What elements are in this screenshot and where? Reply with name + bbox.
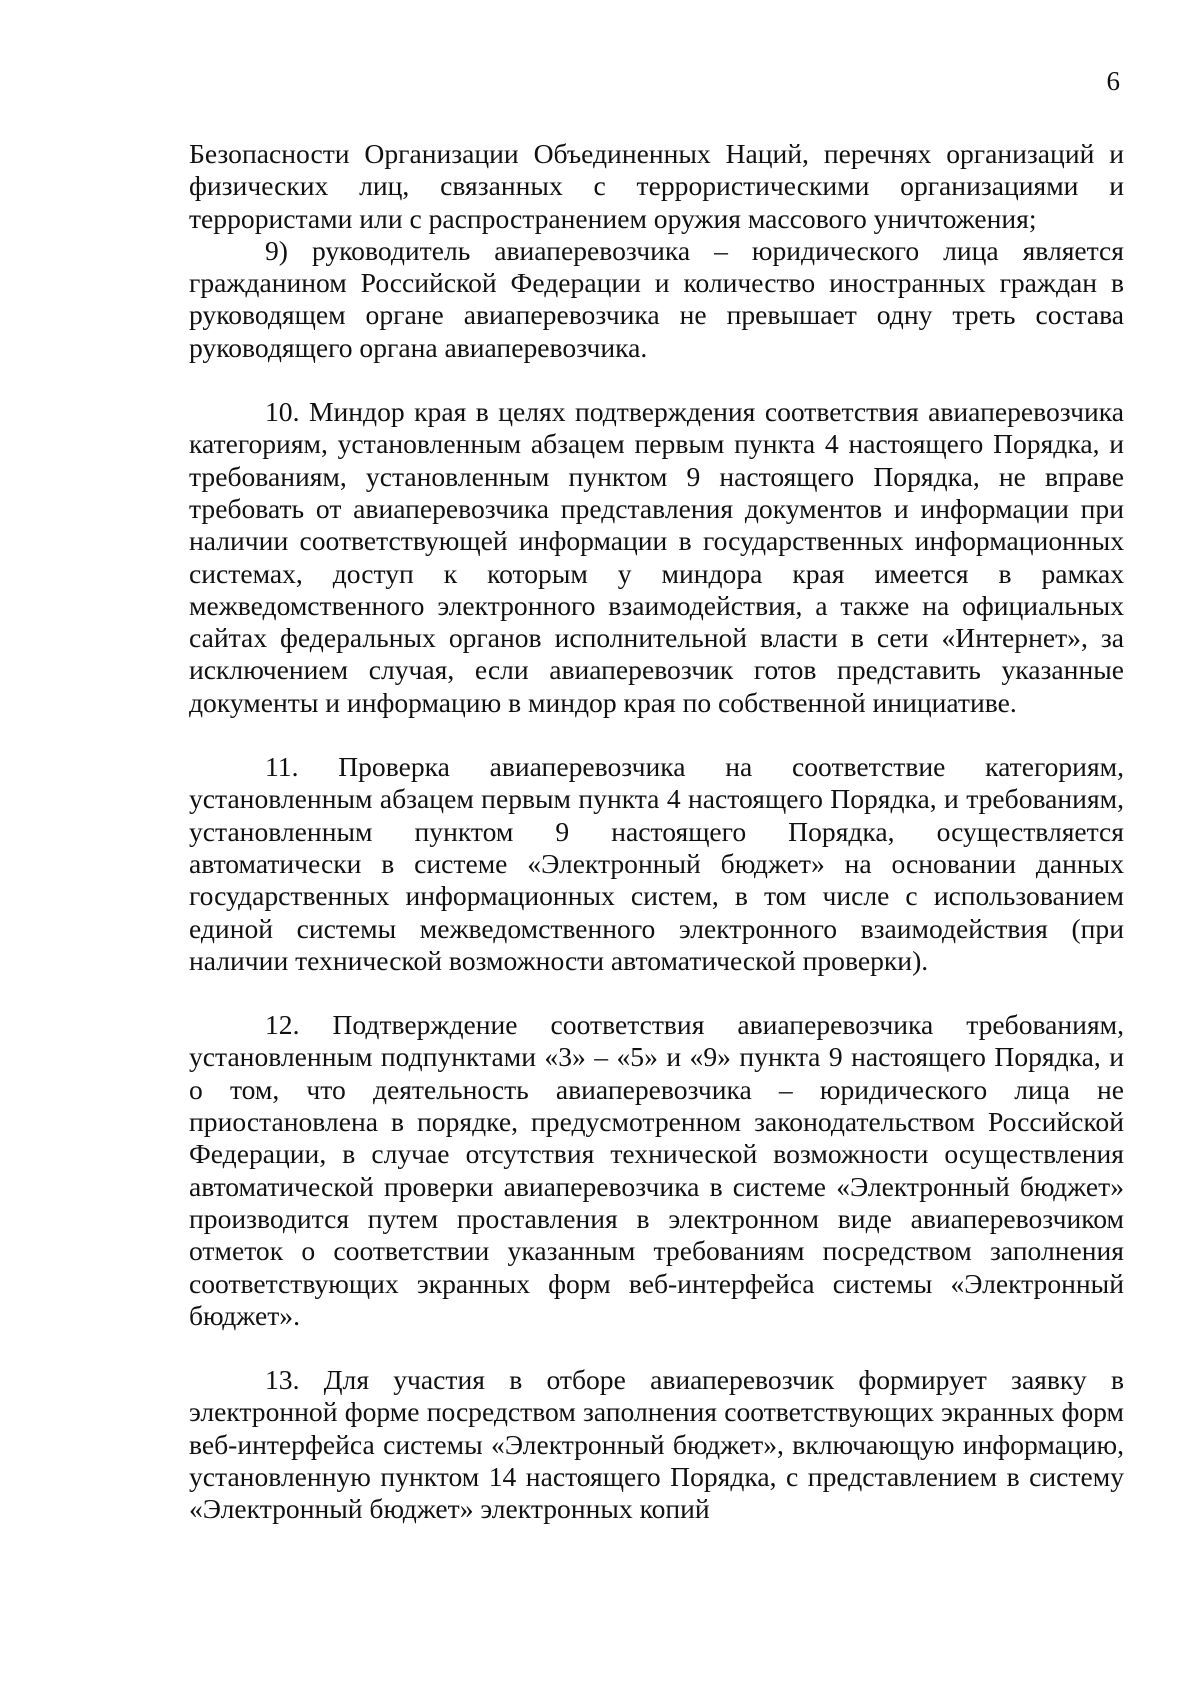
paragraph-13: 13. Для участия в отборе авиаперевозчик формирует заявку в электронной форме посредством заполнения соответствующих экранных форм веб-интерфейса системы «Электронный бюджет», включающую информацию, установленную пунктом 14 настоящего Порядка, с представлением в систему «Электронный бюджет» электронных копий [189, 1364, 1124, 1525]
paragraph-11: 11. Проверка авиаперевозчика на соответствие категориям, установленным абзацем первым пункта 4 настоящего Порядка, и требованиям, установленным пунктом 9 настоящего Порядка, осуществляется автоматически в системе «Электронный бюджет» на основании данных государственных информационных систем, в том числе с использованием единой системы межведомственного электронного взаимодействия (при наличии технической возможности автоматической проверки). [189, 751, 1124, 976]
paragraph-10: 10. Миндор края в целях подтверждения соответствия авиаперевозчика категориям, установленным абзацем первым пункта 4 настоящего Порядка, и требованиям, установленным пунктом 9 настоящего Порядка, не вправе требовать от авиаперевозчика представления документов и информации при наличии соответствующей информации в государственных информационных системах, доступ к которым у миндора края имеется в рамках межведомственного электронного взаимодействия, а также на официальных сайтах федеральных органов исполнительной власти в сети «Интернет», за исключением случая, если авиаперевозчик готов представить указанные документы и информацию в миндор края по собственной инициативе. [189, 396, 1124, 718]
document-body [189, 138, 1124, 1526]
paragraph-continuation: Безопасности Организации Объединенных Наций, перечнях организаций и физических лиц, связанных с террористическими организациями и террористами или с распространением оружия массового уничтожения; [189, 138, 1124, 234]
paragraph-12: 12. Подтверждение соответствия авиаперевозчика требованиям, установленным подпунктами «3» – «5» и «9» пункта 9 настоящего Порядка, и о том, что деятельность авиаперевозчика – юридического лица не приостановлена в порядке, предусмотренном законодательством Российской Федерации, в случае отсутствия технической возможности осуществления автоматической проверки авиаперевозчика в системе «Электронный бюджет» производится путем проставления в электронном виде авиаперевозчиком отметок о соответствии указанным требованиям посредством заполнения соответствующих экранных форм веб-интерфейса системы «Электронный бюджет». [189, 1009, 1124, 1331]
paragraph-item-9: 9) руководитель авиаперевозчика – юридического лица является гражданином Российской Федерации и количество иностранных граждан в руководящем органе авиаперевозчика не превышает одну треть состава руководящего органа авиаперевозчика. [189, 234, 1124, 363]
page-number: 6 [1106, 66, 1120, 96]
